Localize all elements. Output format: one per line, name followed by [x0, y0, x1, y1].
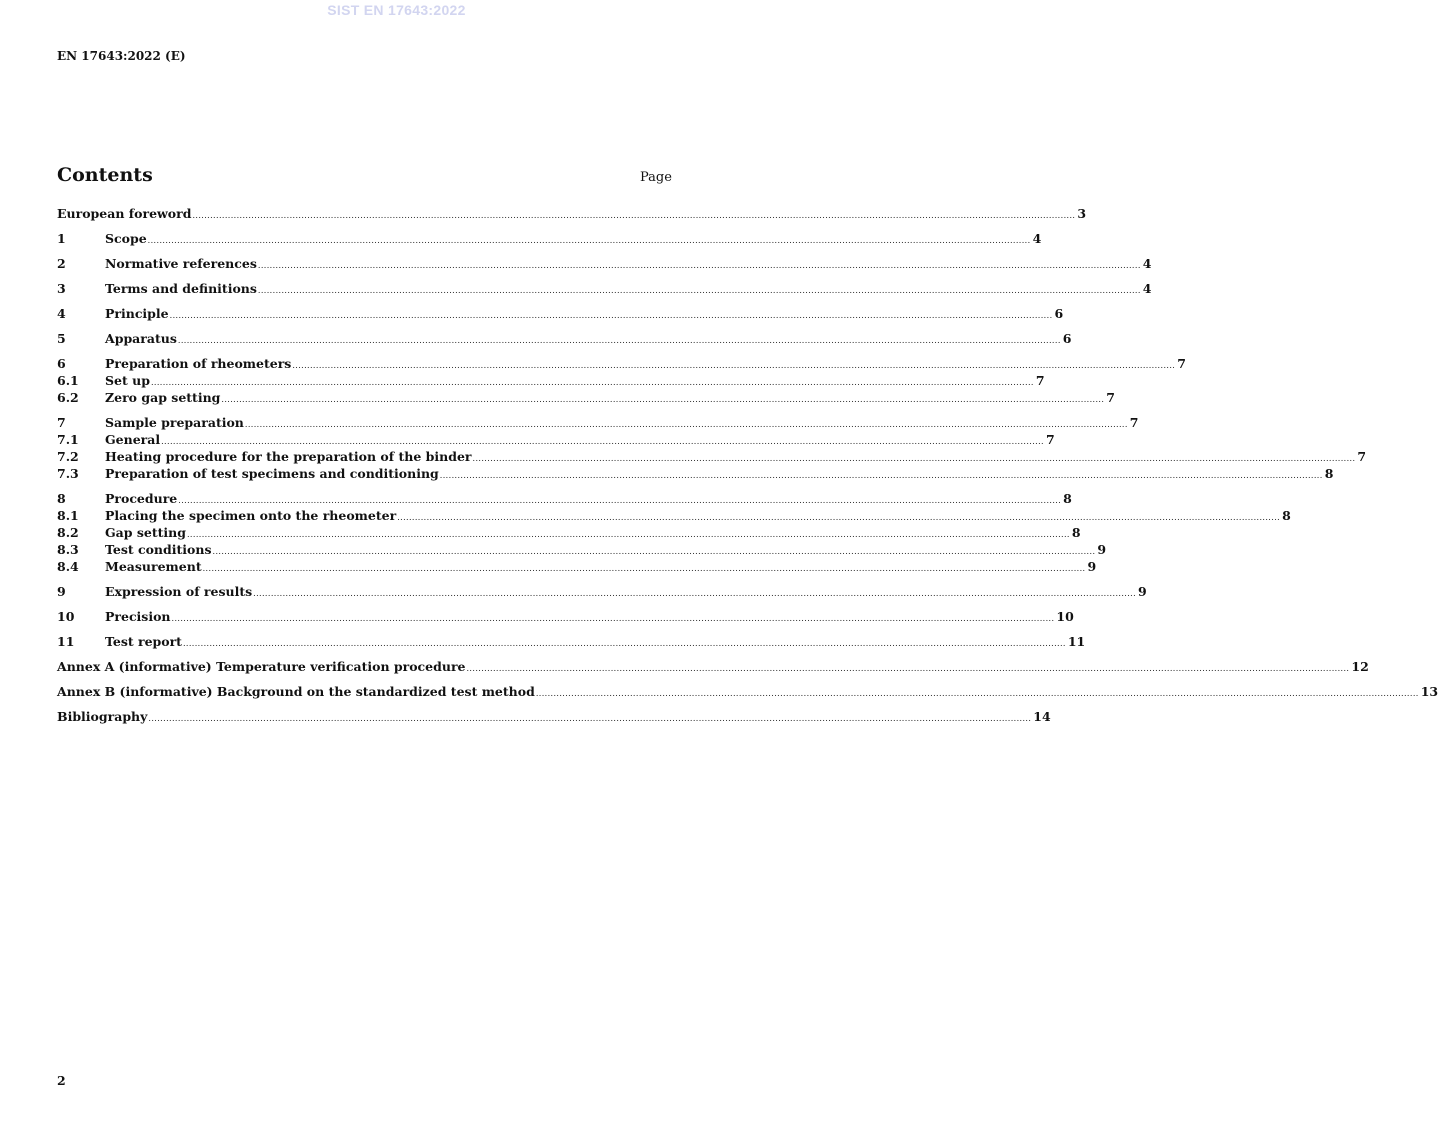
toc-entry-title: Normative references — [105, 256, 257, 271]
toc-entry-title: Preparation of rheometers — [105, 356, 292, 371]
toc-entry-page: 4 — [1032, 231, 1042, 246]
dot-leader: ............................................................................................................................................................................................................................................................................................................ — [535, 689, 1419, 698]
toc-entry-title: Scope — [105, 231, 147, 246]
toc-entry-page: 7 — [1046, 432, 1055, 447]
toc-entry-number: 7.2 — [57, 449, 79, 464]
document-id-header: EN 17643:2022 (E) — [57, 49, 186, 63]
page-number: 2 — [57, 1073, 66, 1088]
toc-entry[interactable] — [57, 414, 1139, 431]
toc-entry-number: 8 — [57, 491, 66, 506]
toc-entry[interactable] — [57, 372, 1045, 389]
toc-entry-page: 7 — [1129, 415, 1139, 430]
toc-entry-title: Heating procedure for the preparation of the binder — [105, 449, 472, 464]
dot-leader: ............................................................................................................................................................................................................................................................................................................ — [182, 639, 1066, 648]
toc-entry-title: Annex B (informative) Background on the standardized test method — [57, 684, 535, 699]
dot-leader: ............................................................................................................................................................................................................................................................................................................ — [397, 513, 1281, 522]
toc-entry-title: Placing the specimen onto the rheometer — [105, 508, 397, 523]
watermark: SIST EN 17643:2022 — [327, 2, 466, 18]
toc-entry[interactable] — [57, 280, 1152, 297]
toc-entry[interactable] — [57, 524, 1081, 541]
toc-entry-page: 9 — [1097, 542, 1107, 557]
toc-entry[interactable] — [57, 490, 1072, 507]
toc-entry-number: 4 — [57, 306, 66, 321]
toc-entry-title: European foreword — [57, 206, 192, 221]
toc-entry[interactable] — [57, 708, 1051, 725]
toc-entry-page: 8 — [1282, 508, 1291, 523]
toc-entry-page: 6 — [1054, 306, 1064, 321]
dot-leader: ............................................................................................................................................................................................................................................................................................................ — [292, 361, 1176, 370]
toc-entry-page: 9 — [1138, 584, 1147, 599]
toc-entry-title: Test report — [105, 634, 182, 649]
dot-leader: ............................................................................................................................................................................................................................................................................................................ — [472, 454, 1356, 463]
toc-entry-page: 9 — [1087, 559, 1097, 574]
toc-entry[interactable] — [57, 389, 1115, 406]
dot-leader: ............................................................................................................................................................................................................................................................................................................ — [186, 530, 1070, 539]
dot-leader: ............................................................................................................................................................................................................................................................................................................ — [161, 437, 1044, 446]
dot-leader: ............................................................................................................................................................................................................................................................................................................ — [202, 564, 1086, 573]
toc-entry-title: Terms and definitions — [105, 281, 257, 296]
toc-entry-title: Annex A (informative) Temperature verification procedure — [57, 659, 466, 674]
toc-entry-title: Set up — [105, 373, 150, 388]
toc-entry-page: 7 — [1106, 390, 1115, 405]
page-column-heading: Page — [640, 170, 672, 185]
toc-entry[interactable] — [57, 465, 1334, 482]
toc-entry-title: Test conditions — [105, 542, 212, 557]
dot-leader: ............................................................................................................................................................................................................................................................................................................ — [244, 420, 1128, 429]
toc-entry-title: Procedure — [105, 491, 178, 506]
toc-entry-title: Preparation of test specimens and conditioning — [105, 466, 439, 481]
toc-entry-title: Zero gap setting — [105, 390, 221, 405]
toc-entry-page: 7 — [1035, 373, 1045, 388]
toc-entry-title: Expression of results — [105, 584, 253, 599]
toc-entry-page: 4 — [1142, 256, 1152, 271]
toc-entry-page: 10 — [1056, 609, 1074, 624]
toc-entry-number: 11 — [57, 634, 75, 649]
toc-entry-number: 5 — [57, 331, 66, 346]
toc-entry-page: 12 — [1351, 659, 1369, 674]
dot-leader: ............................................................................................................................................................................................................................................................................................................ — [439, 471, 1323, 480]
toc-entry-title: Gap setting — [105, 525, 186, 540]
toc-entry-page: 13 — [1420, 684, 1438, 699]
toc-entry-title: Bibliography — [57, 709, 148, 724]
dot-leader: ............................................................................................................................................................................................................................................................................................................ — [148, 714, 1032, 723]
dot-leader: ............................................................................................................................................................................................................................................................................................................ — [150, 378, 1034, 387]
dot-leader: ............................................................................................................................................................................................................................................................................................................ — [147, 236, 1031, 245]
toc-entry-number: 9 — [57, 584, 66, 599]
toc-entry-page: 8 — [1324, 466, 1334, 481]
toc-entry[interactable] — [57, 633, 1086, 650]
toc-entry[interactable] — [57, 583, 1147, 600]
toc-entry-page: 14 — [1033, 709, 1051, 724]
toc-entry-number: 6 — [57, 356, 66, 371]
toc-entry-number: 6.1 — [57, 373, 79, 388]
dot-leader: ............................................................................................................................................................................................................................................................................................................ — [257, 261, 1141, 270]
toc-entry[interactable] — [57, 230, 1042, 247]
toc-entry[interactable] — [57, 255, 1152, 272]
dot-leader: ............................................................................................................................................................................................................................................................................................................ — [221, 395, 1105, 404]
dot-leader: ............................................................................................................................................................................................................................................................................................................ — [466, 664, 1350, 673]
dot-leader: ............................................................................................................................................................................................................................................................................................................ — [257, 286, 1141, 295]
dot-leader: ............................................................................................................................................................................................................................................................................................................ — [169, 311, 1053, 320]
toc-entry-page: 7 — [1177, 356, 1186, 371]
toc-entry-page: 3 — [1077, 206, 1087, 221]
toc-entry[interactable] — [57, 205, 1087, 222]
toc-entry-number: 8.2 — [57, 525, 79, 540]
toc-entry[interactable] — [57, 431, 1055, 448]
toc-entry[interactable] — [57, 448, 1367, 465]
toc-entry-title: General — [105, 432, 161, 447]
toc-entry-number: 10 — [57, 609, 75, 624]
dot-leader: ............................................................................................................................................................................................................................................................................................................ — [212, 547, 1096, 556]
toc-entry-number: 3 — [57, 281, 66, 296]
toc-entry-page: 8 — [1063, 491, 1072, 506]
toc-entry-number: 8.3 — [57, 542, 79, 557]
toc-entry-number: 1 — [57, 231, 66, 246]
dot-leader: ............................................................................................................................................................................................................................................................................................................ — [177, 336, 1061, 345]
toc-entry-page: 11 — [1067, 634, 1086, 649]
dot-leader: ............................................................................................................................................................................................................................................................................................................ — [192, 211, 1076, 220]
toc-entry-page: 4 — [1142, 281, 1152, 296]
toc-entry[interactable] — [57, 541, 1107, 558]
toc-entry-number: 7 — [57, 415, 66, 430]
toc-entry-number: 8.4 — [57, 559, 79, 574]
toc-entry-number: 7.3 — [57, 466, 79, 481]
toc-entry[interactable] — [57, 330, 1072, 347]
dot-leader: ............................................................................................................................................................................................................................................................................................................ — [171, 614, 1055, 623]
toc-entry[interactable] — [57, 355, 1186, 372]
toc-entry-title: Precision — [105, 609, 171, 624]
toc-entry-number: 2 — [57, 256, 66, 271]
toc-entry-page: 8 — [1071, 525, 1081, 540]
dot-leader: ............................................................................................................................................................................................................................................................................................................ — [178, 496, 1062, 505]
toc-entry-title: Sample preparation — [105, 415, 244, 430]
toc-entry-number: 6.2 — [57, 390, 79, 405]
table-of-contents — [57, 205, 1438, 725]
toc-entry[interactable] — [57, 305, 1064, 322]
toc-entry-page: 7 — [1357, 449, 1367, 464]
contents-title: Contents — [57, 164, 153, 186]
toc-entry[interactable] — [57, 608, 1074, 625]
toc-entry[interactable] — [57, 558, 1097, 575]
toc-entry-title: Measurement — [105, 559, 202, 574]
toc-entry-page: 6 — [1062, 331, 1072, 346]
toc-entry-number: 7.1 — [57, 432, 79, 447]
toc-entry-number: 8.1 — [57, 508, 79, 523]
toc-entry-title: Apparatus — [105, 331, 177, 346]
dot-leader: ............................................................................................................................................................................................................................................................................................................ — [253, 589, 1137, 598]
toc-entry[interactable] — [57, 507, 1291, 524]
toc-entry[interactable] — [57, 683, 1438, 700]
toc-entry-title: Principle — [105, 306, 169, 321]
toc-entry[interactable] — [57, 658, 1369, 675]
